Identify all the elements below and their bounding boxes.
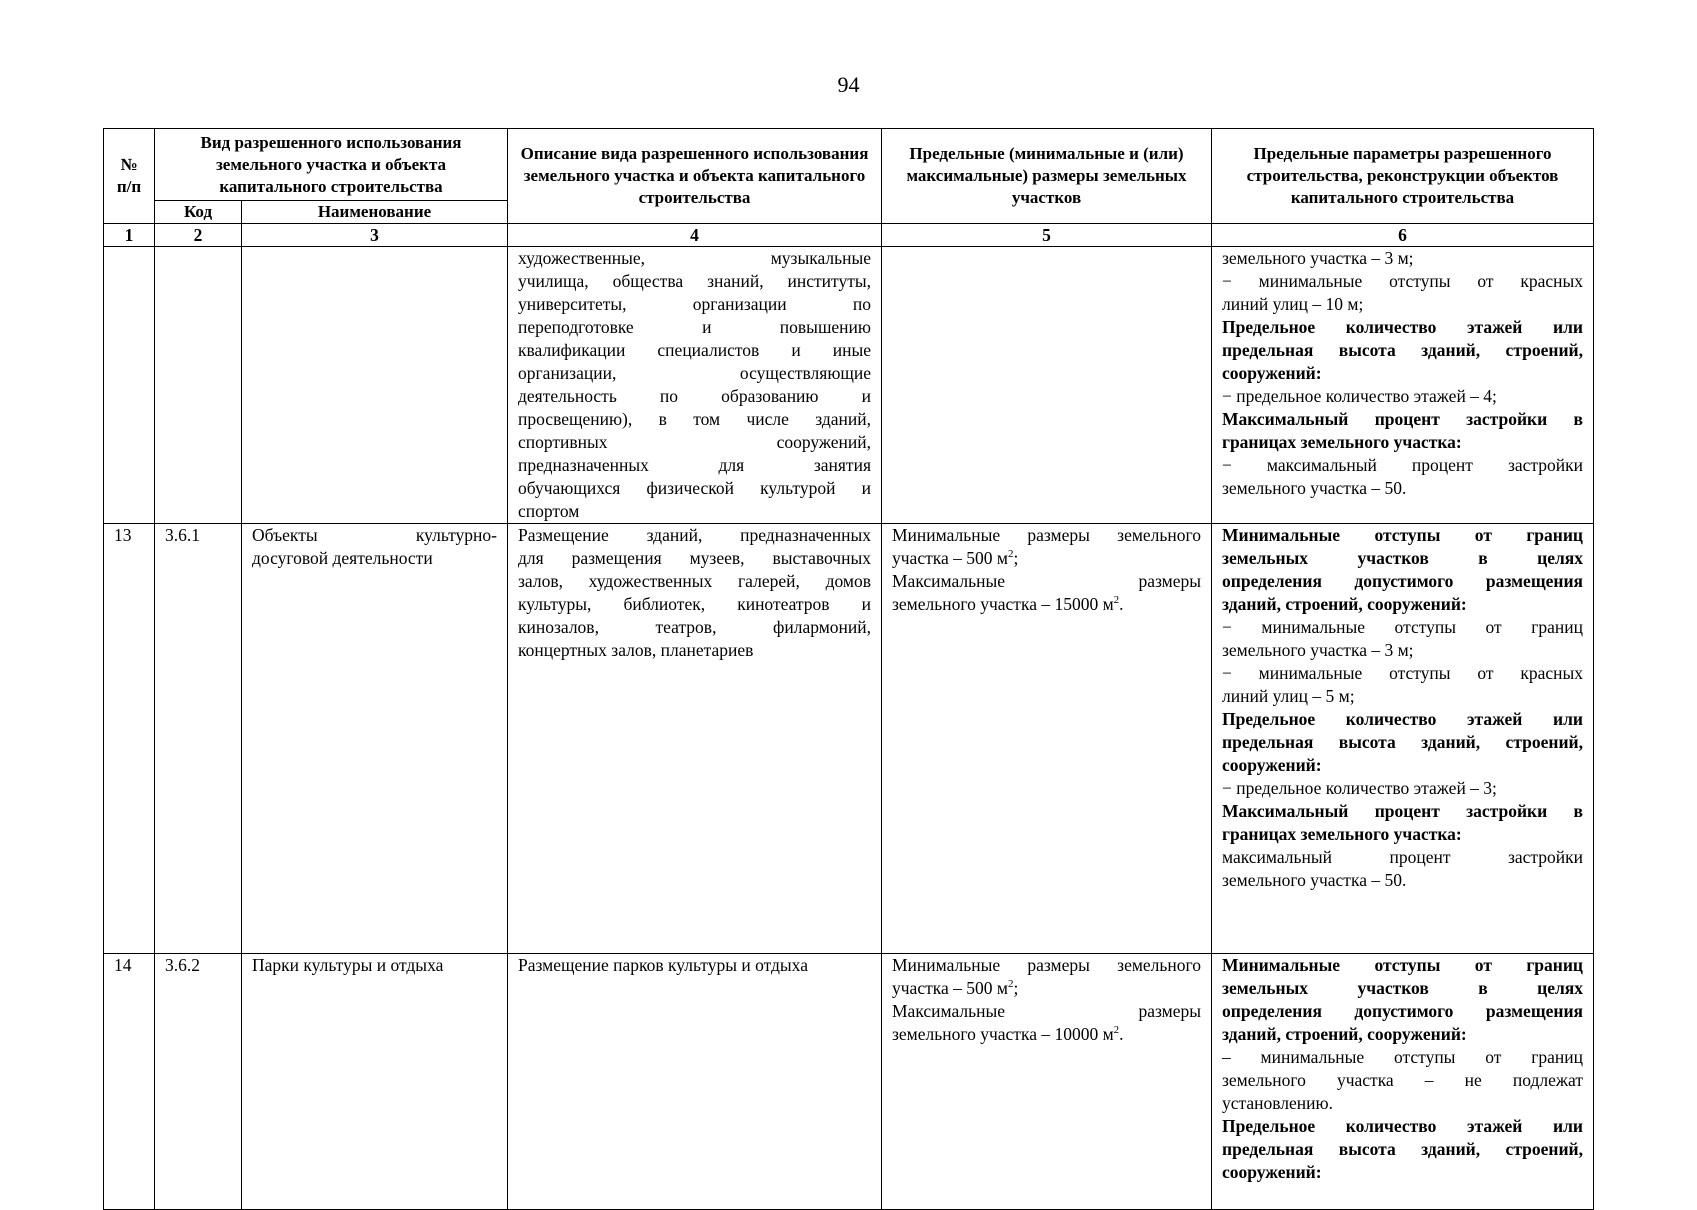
text-line: земельного участка – 15000 $м^2$. [892, 594, 1124, 614]
text-line: предназначенных для занятия [518, 455, 871, 475]
row-code [155, 247, 242, 524]
header-sizes: Предельные (минимальные и (или) максимальные) размеры земельных участков [882, 129, 1212, 224]
text-line: зданий, строений, сооружений: [1222, 594, 1467, 614]
text-line: определения допустимого размещения [1222, 1001, 1583, 1021]
row-sizes [882, 524, 1212, 954]
text-line: земельного участка – 50. [1222, 478, 1407, 498]
text-line: досуговой деятельности [252, 548, 433, 568]
text-line: границах земельного участка: [1222, 824, 1462, 844]
column-number: 2 [155, 224, 242, 247]
column-number: 6 [1212, 224, 1594, 247]
row-code: 3.6.1 [155, 524, 242, 954]
row-params [1212, 247, 1594, 524]
text-line: Объекты культурно- [252, 525, 497, 545]
text-line: земельных участков в целях [1222, 978, 1583, 998]
text-line: линий улиц – 5 м; [1222, 686, 1355, 706]
column-number: 5 [882, 224, 1212, 247]
text-line: культуры, библиотек, кинотеатров и [518, 594, 871, 614]
text-line: училища, общества знаний, институты, [518, 271, 871, 291]
row-code: 3.6.2 [155, 954, 242, 1210]
header-code: Код [155, 201, 242, 224]
row-description [508, 247, 882, 524]
text-line: спортивных сооружений, [518, 432, 871, 452]
text-line: Максимальный процент застройки в [1222, 801, 1583, 821]
text-line: залов, художественных галерей, домов [518, 571, 871, 591]
column-number-row [104, 224, 1594, 247]
row-number [104, 247, 155, 524]
text-line: земельного участка – не подлежат [1222, 1070, 1583, 1090]
text-line: − минимальные отступы от красных [1222, 663, 1583, 683]
row-name [242, 247, 508, 524]
table-row [104, 954, 1594, 1210]
text-line: зданий, строений, сооружений: [1222, 1024, 1467, 1044]
text-line: определения допустимого размещения [1222, 571, 1583, 591]
text-line: кинозалов, театров, филармоний, [518, 617, 871, 637]
row-name [242, 524, 508, 954]
text-line: сооружений: [1222, 363, 1322, 383]
table-row [104, 247, 1594, 524]
text-line: земельного участка – 50. [1222, 870, 1407, 890]
text-line: − предельное количество этажей – 3; [1222, 778, 1497, 798]
text-line: Предельное количество этажей или [1222, 317, 1583, 337]
text-line: земельного участка – 3 м; [1222, 640, 1414, 660]
text-line: Минимальные отступы от границ [1222, 525, 1583, 545]
header-name: Наименование [242, 201, 508, 224]
text-line: Максимальные размеры [892, 571, 1201, 591]
text-line: участка – 500 $м^2$; [892, 548, 1019, 568]
column-number: 3 [242, 224, 508, 247]
text-line: Размещение парков культуры и отдыха [518, 955, 808, 975]
row-number: 14 [104, 954, 155, 1210]
text-line: Максимальные размеры [892, 1001, 1201, 1021]
text-line: квалификации специалистов и иные [518, 340, 871, 360]
row-name [242, 954, 508, 1210]
column-number: 1 [104, 224, 155, 247]
row-params [1212, 524, 1594, 954]
text-line: – минимальные отступы от границ [1222, 1047, 1583, 1067]
text-line: обучающихся физической культурой и [518, 478, 871, 498]
text-line: − предельное количество этажей – 4; [1222, 386, 1497, 406]
row-sizes [882, 954, 1212, 1210]
text-line: земельного участка – 10000 $м^2$. [892, 1024, 1124, 1044]
text-line: границах земельного участка: [1222, 432, 1462, 452]
text-line: Минимальные отступы от границ [1222, 955, 1583, 975]
row-params [1212, 954, 1594, 1210]
text-line: Максимальный процент застройки в [1222, 409, 1583, 429]
text-line: университеты, организации по [518, 294, 871, 314]
text-line: художественные, музыкальные [518, 248, 871, 268]
column-number: 4 [508, 224, 882, 247]
table-row [104, 524, 1594, 954]
text-line: сооружений: [1222, 755, 1322, 775]
header-params: Предельные параметры разрешенного строительства, реконструкции объектов капитального строительства [1212, 129, 1594, 224]
header-num: № п/п [104, 129, 155, 224]
row-sizes [882, 247, 1212, 524]
text-line: предельная высота зданий, строений, [1222, 732, 1583, 752]
text-line: организации, осуществляющие [518, 363, 871, 383]
header-use-type: Вид разрешенного использования земельного участка и объекта капитального строительства [155, 129, 508, 201]
text-line: предельная высота зданий, строений, [1222, 1139, 1583, 1159]
row-description [508, 954, 882, 1210]
text-line: максимальный процент застройки [1222, 847, 1583, 867]
text-line: Минимальные размеры земельного [892, 525, 1201, 545]
text-line: деятельность по образованию и [518, 386, 871, 406]
text-line: Размещение зданий, предназначенных [518, 525, 871, 545]
text-line: Предельное количество этажей или [1222, 1116, 1583, 1136]
text-line: концертных залов, планетариев [518, 640, 754, 660]
text-line: − максимальный процент застройки [1222, 455, 1583, 475]
text-line: Минимальные размеры земельного [892, 955, 1201, 975]
text-line: переподготовке и повышению [518, 317, 871, 337]
row-description [508, 524, 882, 954]
text-line: спортом [518, 501, 580, 521]
text-line: − минимальные отступы от красных [1222, 271, 1583, 291]
header-description: Описание вида разрешенного использования земельного участка и объекта капитального строительства [508, 129, 882, 224]
text-line: установлению. [1222, 1093, 1333, 1113]
text-line: предельная высота зданий, строений, [1222, 340, 1583, 360]
row-number: 13 [104, 524, 155, 954]
text-line: − минимальные отступы от границ [1222, 617, 1583, 637]
text-line: сооружений: [1222, 1162, 1322, 1182]
text-line: Предельное количество этажей или [1222, 709, 1583, 729]
text-line: земельных участков в целях [1222, 548, 1583, 568]
text-line: земельного участка – 3 м; [1222, 248, 1414, 268]
page-number: 94 [837, 72, 860, 97]
text-line: участка – 500 $м^2$; [892, 978, 1019, 998]
text-line: Парки культуры и отдыха [252, 955, 444, 975]
regulations-table [103, 128, 1594, 1210]
text-line: для размещения музеев, выставочных [518, 548, 871, 568]
text-line: просвещению), в том числе зданий, [518, 409, 871, 429]
text-line: линий улиц – 10 м; [1222, 294, 1364, 314]
